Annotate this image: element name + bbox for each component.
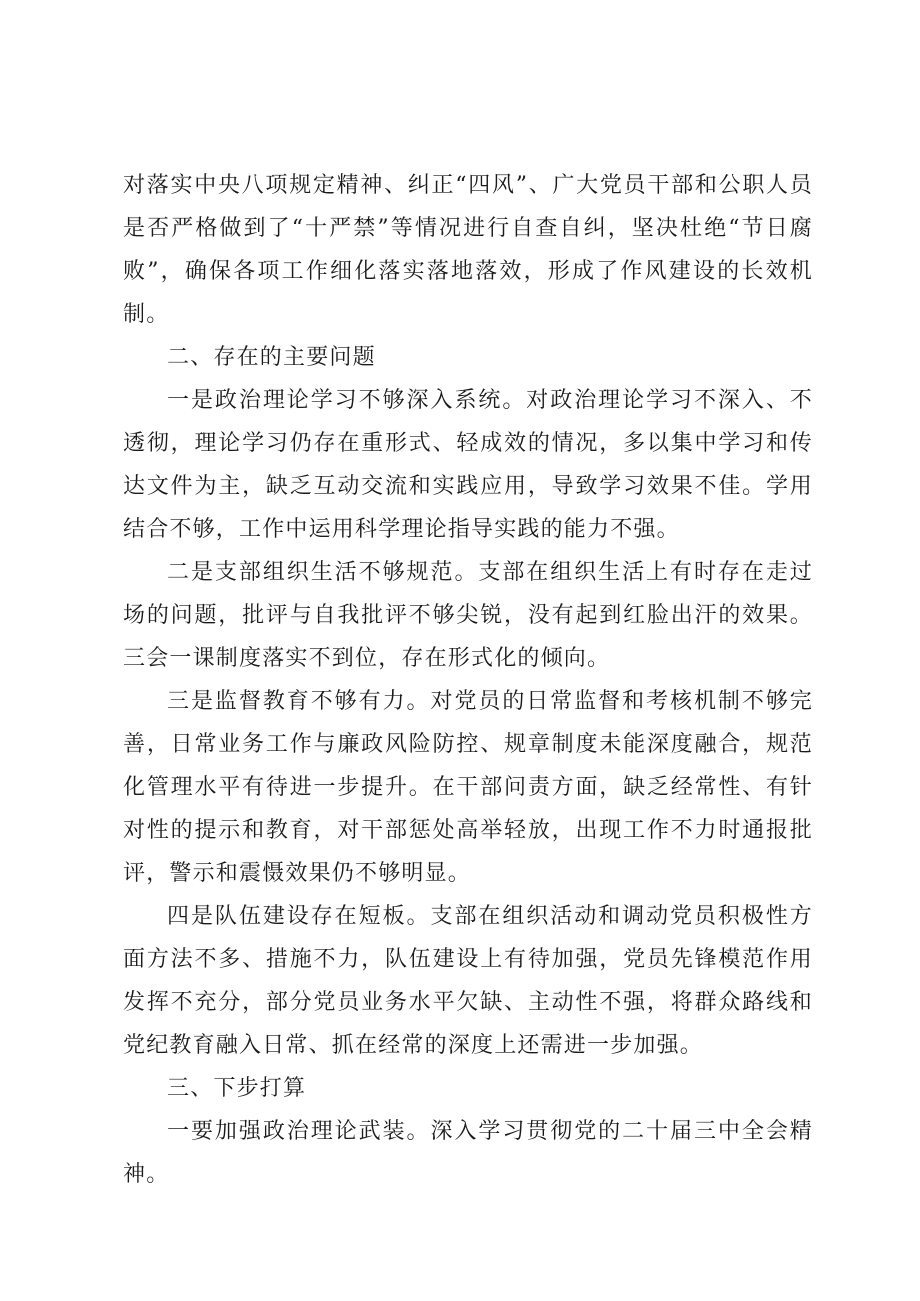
paragraph-problem-2: 二是支部组织生活不够规范。支部在组织生活上有时存在走过场的问题，批评与自我批评不够尖锐，没有起到红脸出汗的效果。三会一课制度落实不到位，存在形式化的倾向。 <box>123 560 813 671</box>
section-heading-problems: 二、存在的主要问题 <box>167 345 376 370</box>
paragraph-plan-1: 一要加强政治理论武装。深入学习贯彻党的二十届三中全会精神。 <box>123 1119 813 1187</box>
document-body <box>123 164 813 1196</box>
paragraph-problem-3: 三是监督教育不够有力。对党员的日常监督和考核机制不够完善，日常业务工作与廉政风险防控、规章制度未能深度融合，规范化管理水平有待进一步提升。在干部问责方面，缺乏经常性、有针对性的提示和教育，对干部惩处高举轻放，出现工作不力时通报批评，警示和震慑效果仍不够明显。 <box>123 689 813 886</box>
paragraph-continuation: 对落实中央八项规定精神、纠正“四风”、广大党员干部和公职人员是否严格做到了“十严禁”等情况进行自查自纠，坚决杜绝“节日腐败”，确保各项工作细化落实落地落效，形成了作风建设的长效机制。 <box>123 173 813 327</box>
section-heading-next-steps: 三、下步打算 <box>167 1076 307 1101</box>
paragraph-problem-4: 四是队伍建设存在短板。支部在组织活动和调动党员积极性方面方法不多、措施不力，队伍建设上有待加强，党员先锋模范作用发挥不充分，部分党员业务水平欠缺、主动性不强，将群众路线和党纪教育融入日常、抓在经常的深度上还需进一步加强。 <box>123 904 813 1058</box>
paragraph-problem-1: 一是政治理论学习不够深入系统。对政治理论学习不深入、不透彻，理论学习仍存在重形式、轻成效的情况，多以集中学习和传达文件为主，缺乏互动交流和实践应用，导致学习效果不佳。学用结合不够，工作中运用科学理论指导实践的能力不强。 <box>123 388 813 542</box>
